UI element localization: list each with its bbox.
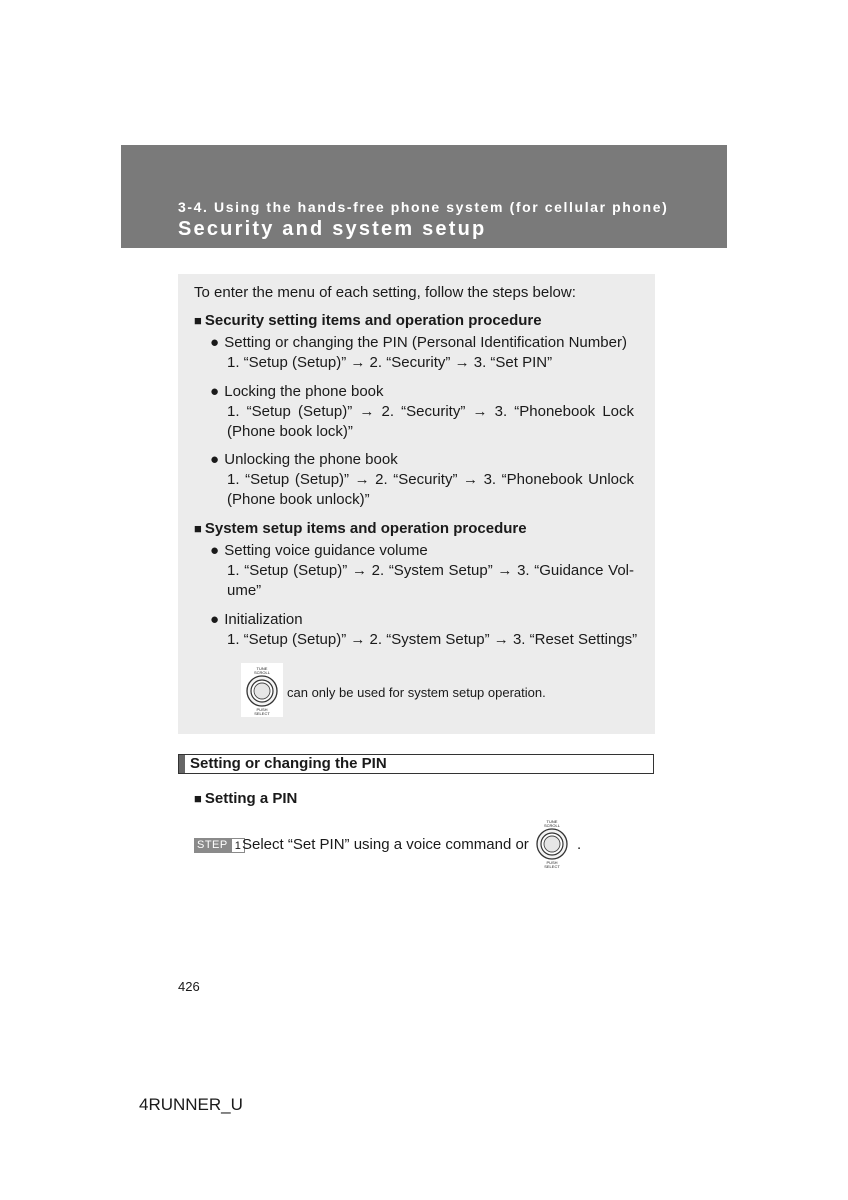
circle-bullet-icon: ● [210,451,220,468]
item-step: (Phone book unlock)” [227,491,370,508]
system-heading [194,519,527,539]
page-title: Security and system setup [178,218,487,240]
knob-label: PUSH [546,860,558,865]
item-title: Setting or changing the PIN (Personal Identification Number) [224,334,627,351]
document-code: 4RUNNER_U [139,1095,243,1114]
knob-note: can only be used for system setup operation. [287,685,546,700]
square-bullet-icon: ■ [194,791,202,806]
item-step: 1. “Setup (Setup)” → 2. “Security” → 3. “Phonebook Lock [227,403,634,420]
item-step: 1. “Setup (Setup)” → 2. “Security” → 3. “Phonebook Unlock [227,471,634,488]
item-title: Unlocking the phone book [224,451,398,468]
item-title: Initialization [224,611,303,628]
pin-section-heading-label: Setting or changing the PIN [190,755,387,772]
knob-label: PUSH [256,707,268,712]
security-item-pin [210,333,627,353]
item-step: 1. “Setup (Setup)” → 2. “Security” → 3. “Set PIN” [227,354,553,371]
step-badge-number: 1 [231,838,245,853]
item-step: 1. “Setup (Setup)” → 2. “System Setup” → 3. “Guidance Vol- [227,562,634,579]
step-text: Select “Set PIN” using a voice command or [242,836,529,853]
knob-label: TUNE [546,819,558,824]
knob-label: SELECT [254,711,270,716]
step-end-period: . [577,836,582,853]
item-title: Locking the phone book [224,383,384,400]
system-item-init [210,610,303,630]
step-badge [194,838,245,853]
system-item-volume [210,541,428,561]
setting-pin-subheading [194,789,297,809]
circle-bullet-icon: ● [210,334,220,351]
circle-bullet-icon: ● [210,542,220,559]
security-heading [194,311,542,331]
item-step: (Phone book lock)” [227,423,353,440]
square-bullet-icon: ■ [194,313,202,328]
setting-pin-subheading-label: Setting a PIN [204,790,298,807]
square-bullet-icon: ■ [194,521,202,536]
security-heading-label: Security setting items and operation procedure [204,312,542,329]
circle-bullet-icon: ● [210,383,220,400]
section-label: 3-4. Using the hands-free phone system (for cellular phone) [178,199,669,215]
system-heading-label: System setup items and operation procedure [204,520,527,537]
item-step: 1. “Setup (Setup)” → 2. “System Setup” → 3. “Reset Settings” [227,631,638,648]
step-badge-label: STEP [194,838,231,853]
knob-label: TUNE [256,666,268,671]
heading-accent-bar [179,755,185,773]
item-step: ume” [227,582,262,599]
pin-section-heading [178,754,654,774]
page-number: 426 [178,979,200,994]
item-title: Setting voice guidance volume [224,542,428,559]
tune-scroll-knob-icon [531,816,573,870]
knob-label: SELECT [544,864,560,869]
security-item-unlock [210,450,398,470]
circle-bullet-icon: ● [210,611,220,628]
security-item-lock [210,382,384,402]
knob-label: SCROLL [543,823,561,828]
intro-text: To enter the menu of each setting, follow the steps below: [194,284,576,301]
knob-label: SCROLL [253,670,271,675]
tune-scroll-knob-icon [241,663,283,717]
